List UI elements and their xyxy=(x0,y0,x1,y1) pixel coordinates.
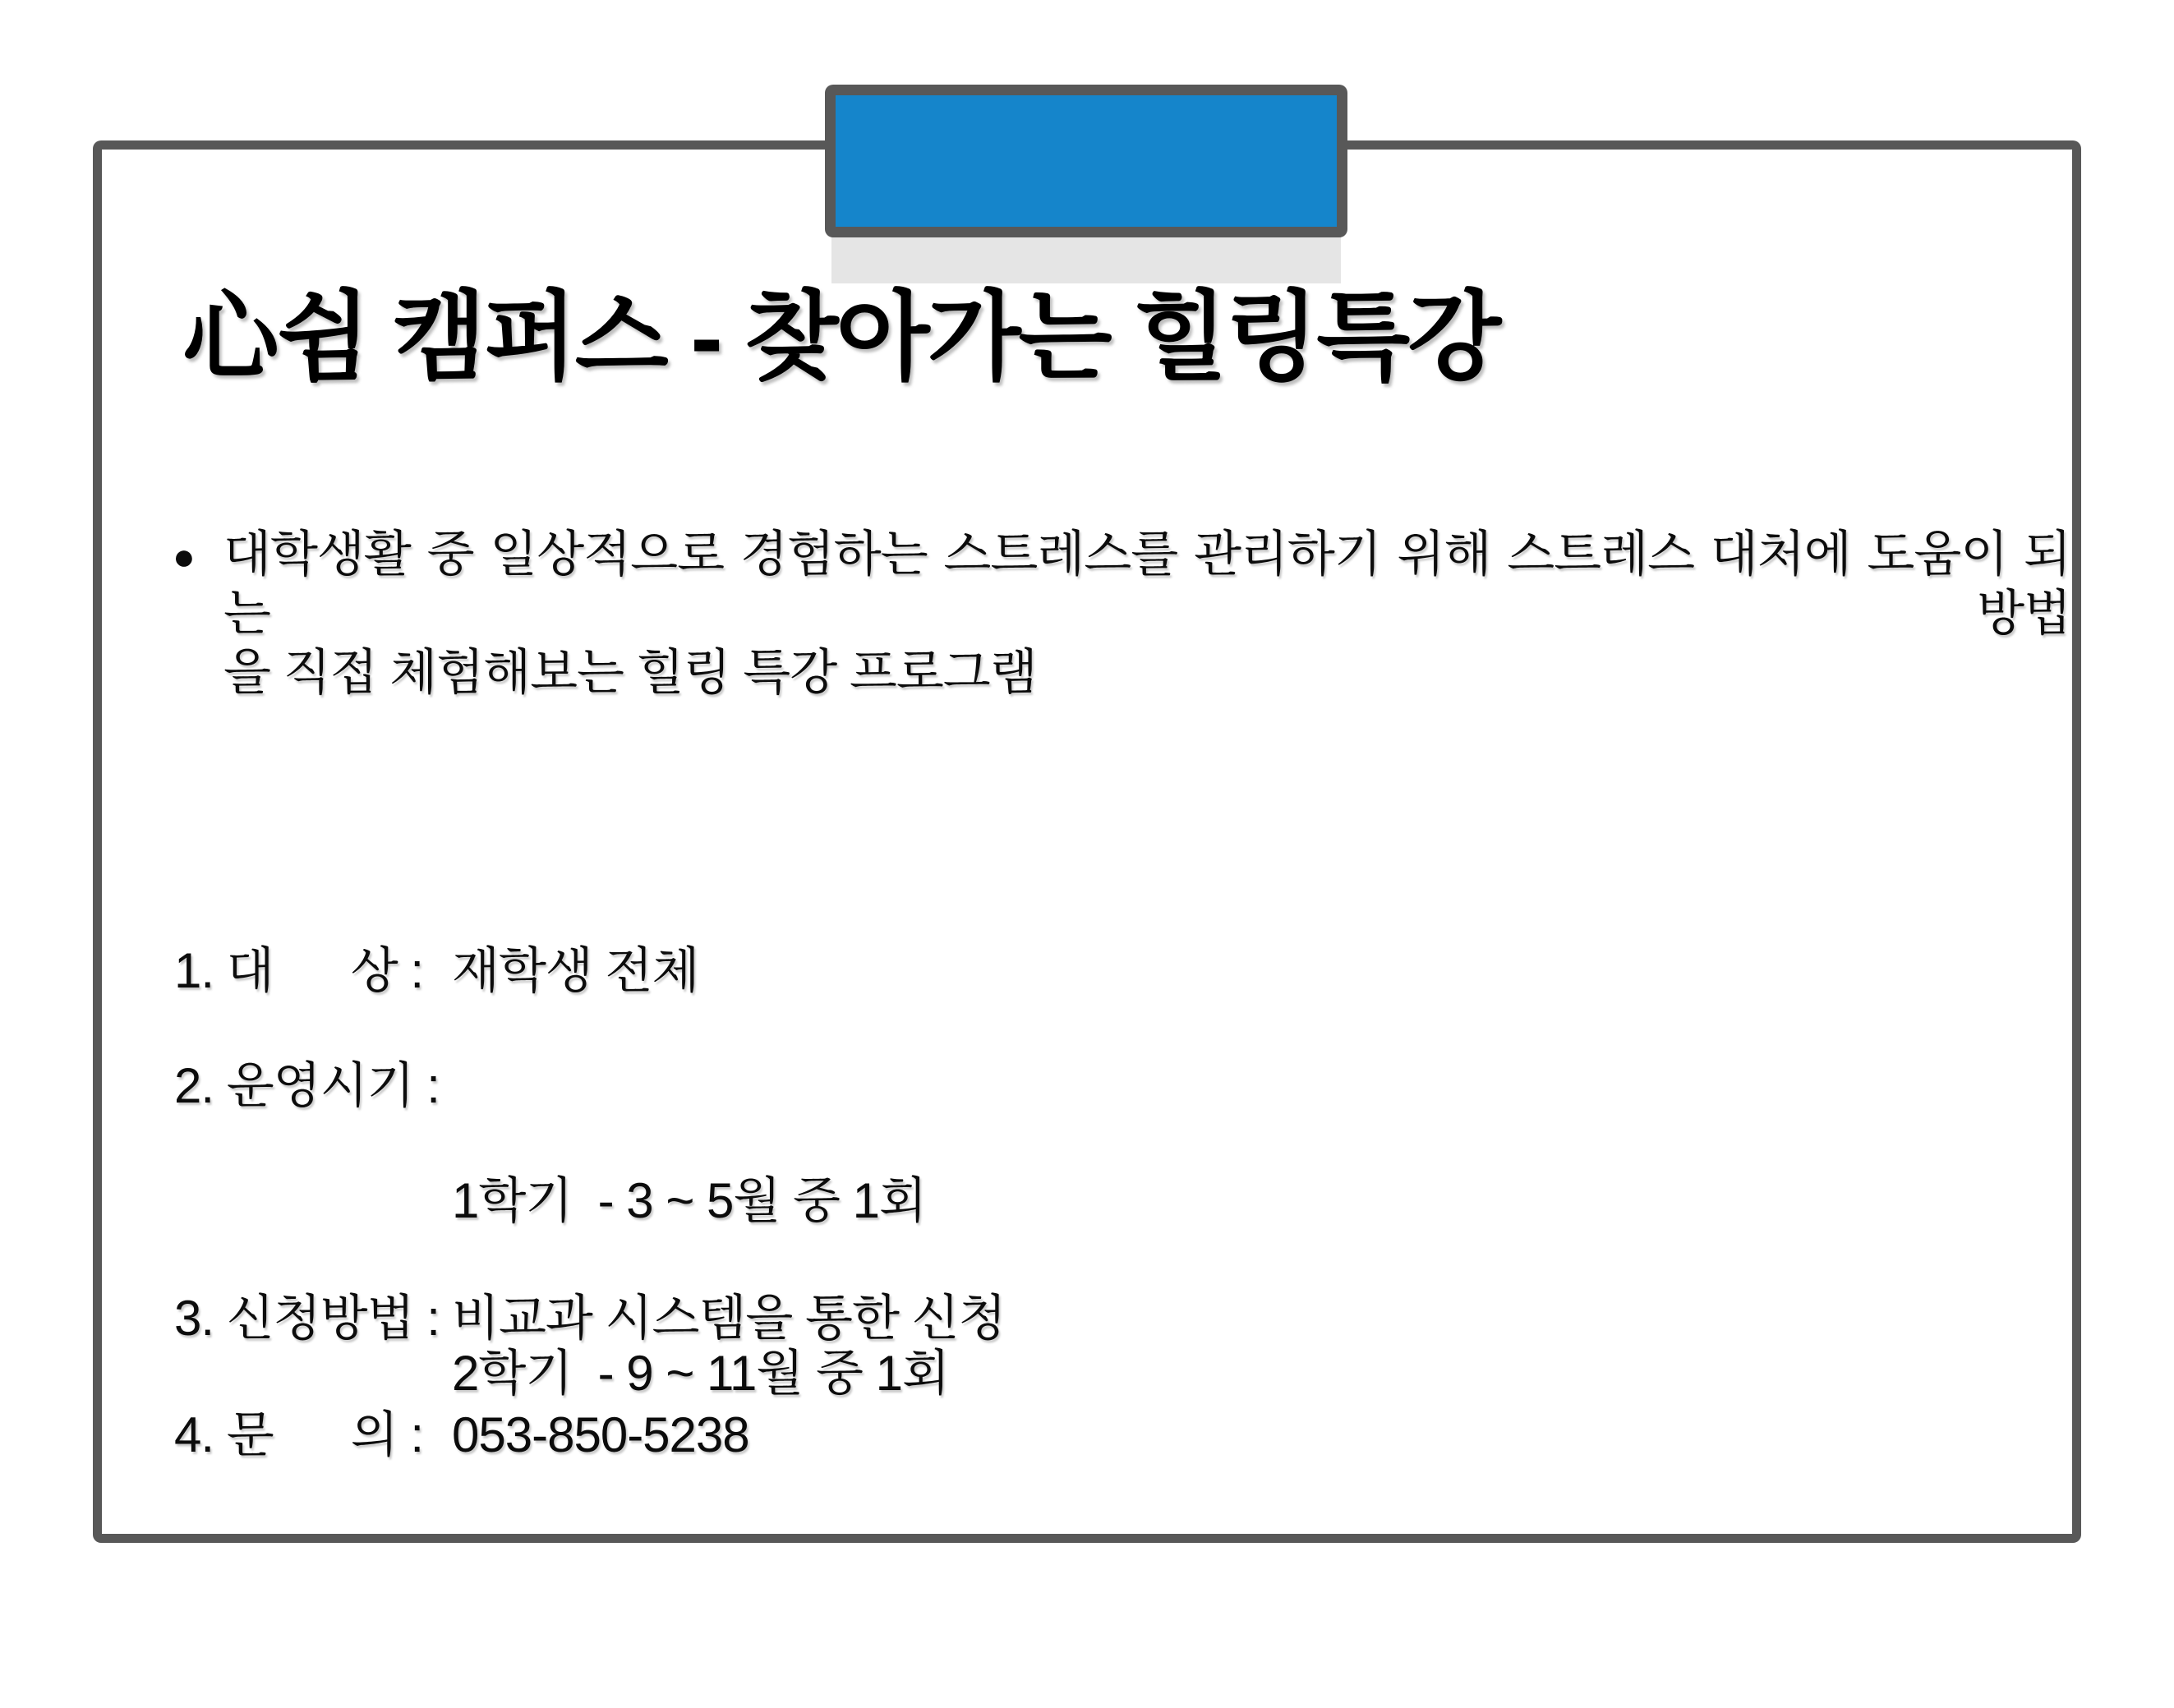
tab-shadow xyxy=(831,236,1341,283)
program-description xyxy=(223,525,2070,702)
detail-label: 4. 문 의 : xyxy=(174,1407,423,1462)
schedule-semester-2: 2학기 - 9 ~ 11월 중 1회 xyxy=(452,1346,949,1401)
detail-row-contact xyxy=(174,1406,749,1464)
bullet-icon: ● xyxy=(173,535,196,578)
page-title: 心쉼 캠퍼스 - 찾아가는 힐링특강 xyxy=(182,283,1499,392)
detail-label: 2. 운영시기 : xyxy=(174,1058,440,1113)
description-line-1: 대학생활 중 일상적으로 경험하는 스트레스를 관리하기 위해 스트레스 대처에 도움이 되는 방법 xyxy=(223,527,2070,641)
detail-label: 1. 대 상 : xyxy=(174,943,423,998)
header-tab xyxy=(825,85,1347,237)
description-line-2: 을 직접 체험해보는 힐링 특강 프로그램 xyxy=(223,645,1037,700)
detail-value: 재학생 전체 xyxy=(452,943,699,998)
detail-label: 3. 신청방법 : xyxy=(174,1291,440,1346)
detail-row-apply xyxy=(174,1290,1006,1347)
detail-row-target xyxy=(174,942,698,1000)
detail-value: 비교과 시스템을 통한 신청 xyxy=(452,1291,1006,1346)
detail-value: 053-850-5238 xyxy=(452,1407,749,1462)
schedule-semester-1: 1학기 - 3 ~ 5월 중 1회 xyxy=(452,1173,926,1228)
